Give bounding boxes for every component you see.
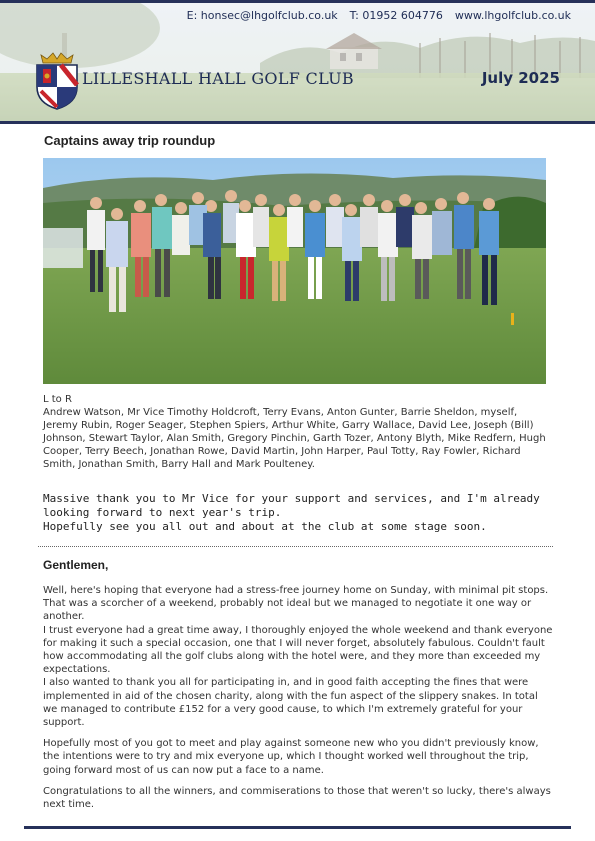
caption-names: Andrew Watson, Mr Vice Timothy Holdcroft, Terry Evans, Anton Gunter, Barrie Sheldon, myself, Jeremy Rubin, Roger Seager, Stephen Spiers, Arthur White, Garry Wallace, David Lee, Joseph (Bill) Johnson, Stewart Taylor, Alan Smith, Gregory Pinchin, Garth Tozer, Antony Blyth, Mike Redfern, Hugh Cooper, Terry Beech, Jonathan Rowe, David Martin, John Harper, Paul Totty, Ray Fowler, Richard Smith, Jonathan Smith, Barry Hall and Mark Poulteney. [43, 407, 546, 470]
website-link[interactable]: www.lhgolfclub.co.uk [454, 9, 571, 22]
thanks-line-1: Massive thank you to Mr Vice for your support and services, and I'm already looking forward to next year's trip. [43, 492, 540, 519]
letter-paragraph: Hopefully most of you got to meet and play against someone new who you didn't previously know, the intentions were to try and mix everyone up, which I thought worked well throughout the trip, going forward most of us can now put a face to a name. [43, 738, 539, 776]
footer-rule [24, 826, 571, 829]
thanks-line-2: Hopefully see you all out and about at the club at some stage soon. [43, 520, 487, 533]
caption-heading: L to R [43, 394, 72, 405]
banner-rule [0, 121, 595, 124]
photo-caption [43, 393, 553, 471]
group-photo-icon [43, 158, 546, 384]
section-divider [38, 546, 553, 547]
letter-paragraph: I also wanted to thank you all for participating in, and in good faith accepting the fines that were implemented in aid of the chosen charity, along with the fun aspect of the slippery snakes. In total we managed to contribute £152 for a very good cause, to which I'm extremely grateful for your support. [43, 677, 538, 729]
header-banner [0, 3, 595, 123]
contact-details [187, 9, 571, 22]
letter-paragraph: That was a scorcher of a weekend, probably not ideal but we managed to negotiate it one way or another. [43, 598, 532, 623]
article-title: Captains away trip roundup [44, 133, 216, 148]
thanks-message [43, 492, 553, 534]
email-link[interactable]: E: honsec@lhgolfclub.co.uk [186, 9, 338, 22]
club-crest-logo [33, 49, 81, 111]
letter-greeting: Gentlemen, [43, 558, 109, 572]
phone-number: T: 01952 604776 [349, 9, 443, 22]
issue-date: July 2025 [481, 69, 560, 87]
club-name: LILLESHALL HALL GOLF CLUB [82, 69, 354, 88]
letter-paragraph: I trust everyone had a great time away, I thoroughly enjoyed the whole weekend and thank everyone for making it such a special occasion, one that I will never forget, absolutely fabulous. Couldn't fault how accommodating all the golf clubs along with the hotel were, and they more than exceeded my expectations. [43, 624, 553, 676]
letter-paragraph: Congratulations to all the winners, and commiserations to those that weren't so lucky, there's always next time. [43, 785, 551, 811]
letter-body [43, 584, 555, 811]
letter-paragraph: Well, here's hoping that everyone had a stress-free journey home on Sunday, with minimal pit stops. [43, 585, 549, 596]
